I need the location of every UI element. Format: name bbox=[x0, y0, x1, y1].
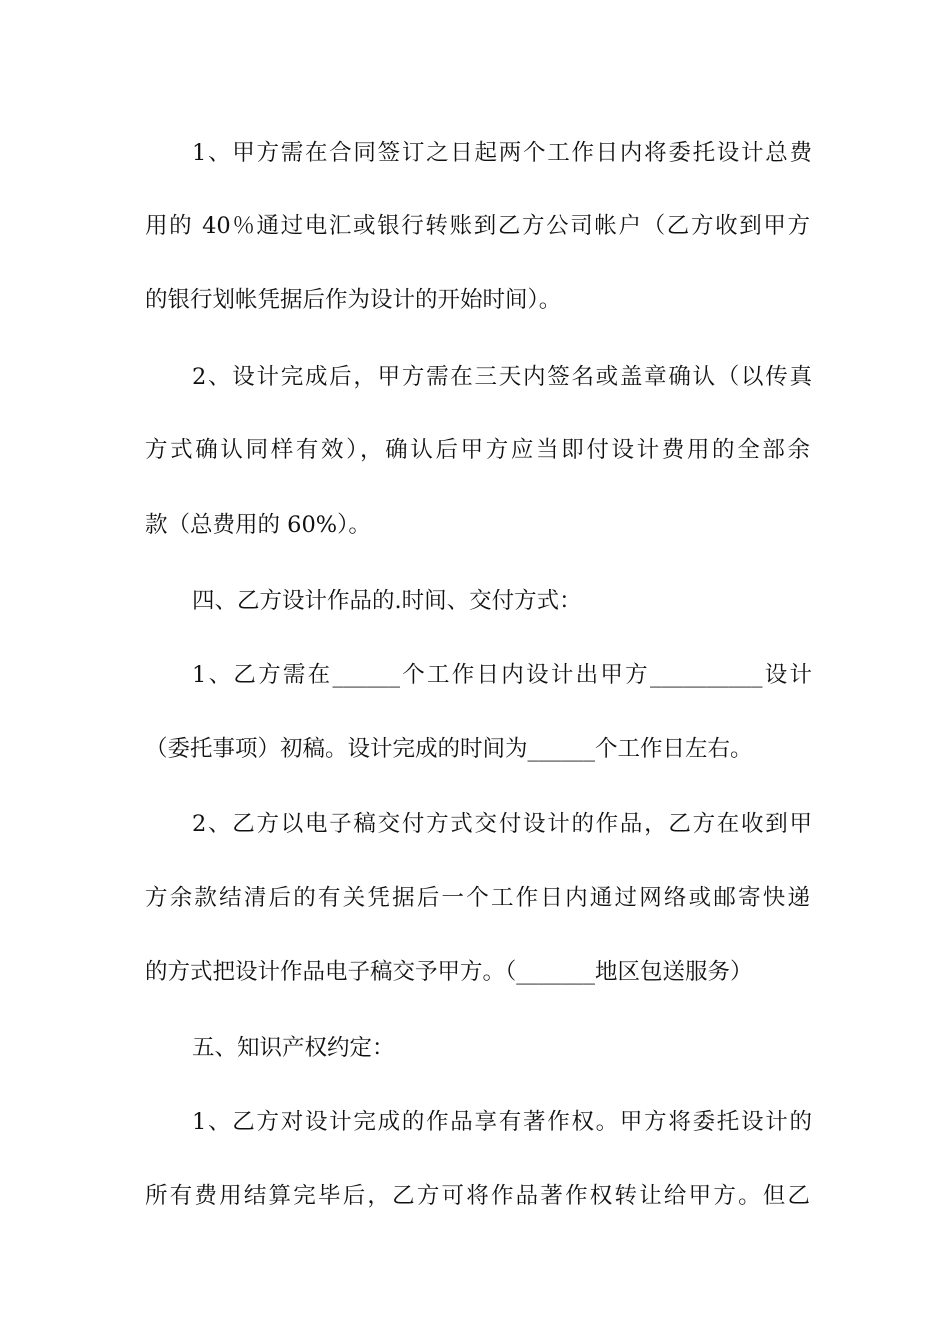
text-line: 1、乙方对设计完成的作品享有著作权。甲方将委托设计的 bbox=[192, 1109, 812, 1135]
text-line: 方余款结清后的有关凭据后一个工作日内通过网络或邮寄快递 bbox=[145, 885, 810, 911]
text-line: 所有费用结算完毕后，乙方可将作品著作权转让给甲方。但乙 bbox=[145, 1183, 810, 1209]
section-heading: 五、知识产权约定： bbox=[192, 1035, 395, 1061]
text-line: 2、乙方以电子稿交付方式交付设计的作品，乙方在收到甲 bbox=[192, 811, 812, 837]
section-heading: 四、乙方设计作品的.时间、交付方式： bbox=[192, 588, 582, 614]
text-line: 2、设计完成后，甲方需在三天内签名或盖章确认（以传真 bbox=[192, 364, 812, 390]
text-line: 1、乙方需在______个工作日内设计出甲方__________设计 bbox=[192, 662, 812, 688]
text-line: 的银行划帐凭据后作为设计的开始时间）。 bbox=[145, 287, 562, 313]
text-line: 的方式把设计作品电子稿交予甲方。（_______地区包送服务） bbox=[145, 959, 753, 985]
text-line: 方式确认同样有效），确认后甲方应当即付设计费用的全部余 bbox=[145, 437, 810, 463]
text-line: （委托事项）初稿。设计完成的时间为______个工作日左右。 bbox=[145, 736, 753, 762]
text-line: 款（总费用的 60%）。 bbox=[145, 512, 371, 538]
text-line: 用的 40％通过电汇或银行转账到乙方公司帐户（乙方收到甲方 bbox=[145, 213, 810, 239]
text-line: 1、甲方需在合同签订之日起两个工作日内将委托设计总费 bbox=[192, 140, 812, 166]
